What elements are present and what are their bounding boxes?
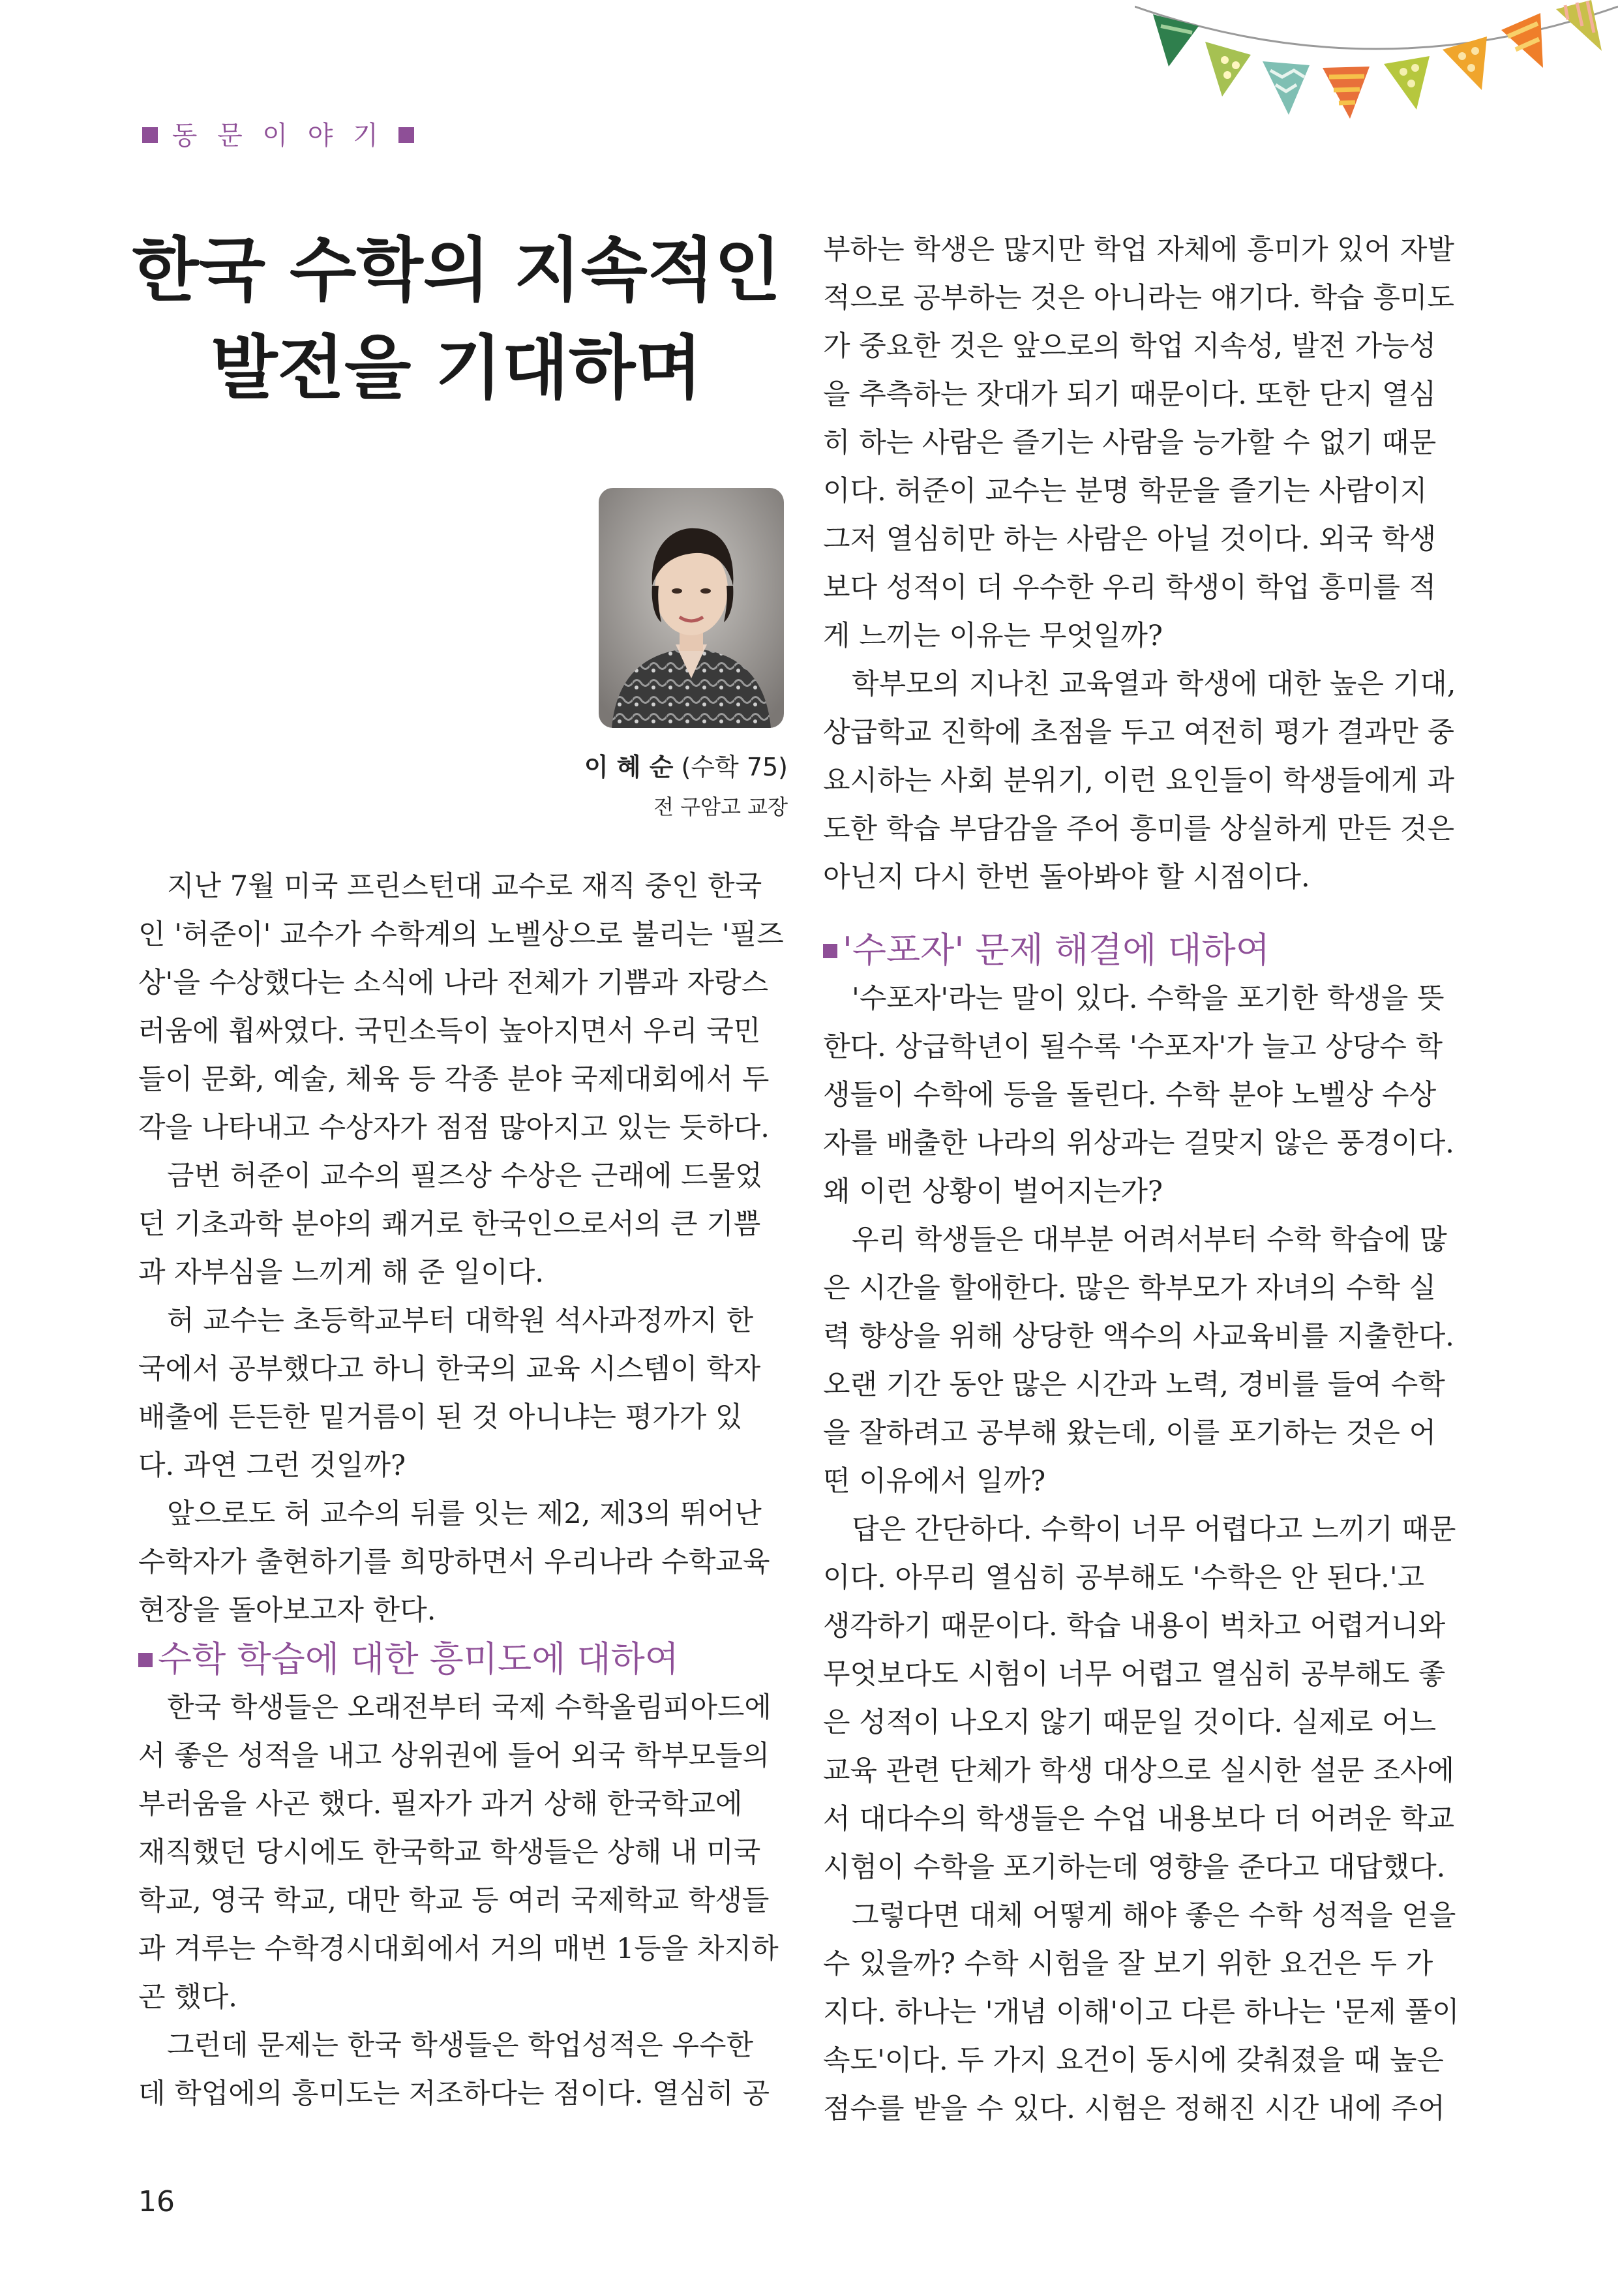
- text-line: 력 향상을 위해 상당한 액수의 사교육비를 지출한다.: [823, 1320, 1454, 1353]
- pennant-icon: [1263, 61, 1310, 115]
- author-photo: [599, 488, 784, 728]
- text-line: 러움에 휩싸였다. 국민소득이 높아지면서 우리 국민: [138, 1015, 761, 1048]
- text-line: 학교, 영국 학교, 대만 학교 등 여러 국제학교 학생들: [138, 1884, 770, 1917]
- text-line: 지다. 하나는 '개념 이해'이고 다른 하나는 '문제 풀이: [823, 1996, 1460, 2029]
- text-line: 오랜 기간 동안 많은 시간과 노력, 경비를 들여 수학: [823, 1368, 1445, 1401]
- paragraph: [823, 1892, 1471, 2133]
- text-line: 무엇보다도 시험이 너무 어렵고 열심히 공부해도 좋: [823, 1658, 1446, 1691]
- text-line: 은 성적이 나오지 않기 때문일 것이다. 실제로 어느: [823, 1706, 1437, 1739]
- portrait-image: [599, 488, 784, 728]
- text-line: 수 있을까? 수학 시험을 잘 보기 위한 요건은 두 가: [823, 1948, 1433, 1980]
- text-line: 을 잘하려고 공부해 왔는데, 이를 포기하는 것은 어: [823, 1417, 1437, 1449]
- text-line: 적으로 공부하는 것은 아니라는 얘기다. 학습 흥미도: [823, 282, 1454, 314]
- text-line: 앞으로도 허 교수의 뒤를 잇는 제2, 제3의 뛰어난: [167, 1498, 762, 1530]
- text-line: 도한 학습 부담감을 주어 흥미를 상실하게 만든 것은: [823, 813, 1454, 845]
- text-line: 우리 학생들은 대부분 어려서부터 수학 학습에 많: [852, 1224, 1447, 1256]
- pennant-icon: [1556, 0, 1602, 51]
- text-line: 곤 했다.: [138, 1981, 237, 2014]
- text-line: 금번 허준이 교수의 필즈상 수상은 근래에 드물었: [167, 1160, 762, 1192]
- text-line: 한국 학생들은 오래전부터 국제 수학올림피아드에: [167, 1691, 772, 1724]
- author-affiliation: (수학 75): [681, 753, 788, 781]
- paragraph: [138, 862, 787, 1152]
- text-line: 상급학교 진학에 초점을 두고 여전히 평가 결과만 중: [823, 716, 1454, 749]
- text-line: 던 기초과학 분야의 쾌거로 한국인으로서의 큰 기쁨: [138, 1208, 761, 1241]
- text-line: 배출에 든든한 밑거름이 된 것 아니냐는 평가가 있: [138, 1401, 743, 1434]
- text-line: 인 '허준이' 교수가 수학계의 노벨상으로 불리는 '필즈: [138, 918, 784, 951]
- page-number: 16: [138, 2185, 175, 2218]
- pennant-icon: [1153, 14, 1199, 67]
- text-line: 지난 7월 미국 프린스턴대 교수로 재직 중인 한국: [167, 870, 762, 903]
- text-line: 다. 과연 그런 것일까?: [138, 1449, 406, 1482]
- text-line: 상'을 수상했다는 소식에 나라 전체가 기쁨과 자랑스: [138, 967, 769, 999]
- text-line: 답은 간단하다. 수학이 너무 어렵다고 느끼기 때문: [852, 1513, 1456, 1546]
- text-line: 허 교수는 초등학교부터 대학원 석사과정까지 한: [167, 1305, 754, 1337]
- text-line: 들이 문화, 예술, 체육 등 각종 분야 국제대회에서 두: [138, 1063, 770, 1096]
- text-line: 히 하는 사람은 즐기는 사람을 능가할 수 없기 때문: [823, 427, 1437, 459]
- text-line: 요시하는 사회 분위기, 이런 요인들이 학생들에게 과: [823, 764, 1454, 797]
- paragraph: [138, 2021, 787, 2118]
- text-line: 학부모의 지나친 교육열과 학생에 대한 높은 기대,: [852, 668, 1456, 701]
- square-bullet-icon: [142, 127, 158, 143]
- paragraph: [823, 974, 1471, 1216]
- square-bullet-icon: [823, 944, 837, 958]
- text-line: 교육 관련 단체가 학생 대상으로 실시한 설문 조사에: [823, 1755, 1454, 1787]
- subheading: [138, 1635, 787, 1684]
- text-line: 떤 이유에서 일까?: [823, 1465, 1046, 1498]
- section-tag: [142, 115, 414, 152]
- text-line: '수포자'라는 말이 있다. 수학을 포기한 학생을 뜻: [852, 982, 1445, 1015]
- author-line: [584, 747, 788, 783]
- text-line: 아닌지 다시 한번 돌아봐야 할 시점이다.: [823, 861, 1310, 894]
- text-line: 부러움을 사곤 했다. 필자가 과거 상해 한국학교에: [138, 1788, 743, 1820]
- author-name: 이 혜 순: [584, 753, 674, 781]
- author-position: 전 구암고 교장: [653, 794, 788, 819]
- paragraph: [823, 1505, 1471, 1892]
- text-line: 가 중요한 것은 앞으로의 학업 지속성, 발전 가능성: [823, 330, 1437, 363]
- title-line-2: 발전을 기대하며: [211, 328, 702, 408]
- text-line: 각을 나타내고 수상자가 점점 많아지고 있는 듯하다.: [138, 1111, 770, 1144]
- paragraph: [138, 1152, 787, 1297]
- title-line-1: 한국 수학의 지속적인: [132, 230, 781, 310]
- text-line: 그렇다면 대체 어떻게 해야 좋은 수학 성적을 얻을: [852, 1899, 1456, 1932]
- text-line: 이다. 아무리 열심히 공부해도 '수학은 안 된다.'고: [823, 1562, 1425, 1594]
- pennant-icon: [1323, 67, 1370, 119]
- text-line: 한다. 상급학년이 될수록 '수포자'가 늘고 상당수 학: [823, 1031, 1443, 1063]
- paragraph: [138, 1684, 787, 2021]
- pennant-icon: [1384, 56, 1430, 110]
- text-line: 시험이 수학을 포기하는데 영향을 준다고 대답했다.: [823, 1851, 1446, 1884]
- paragraph: [823, 226, 1471, 660]
- text-line: 속도'이다. 두 가지 요건이 동시에 갖춰졌을 때 높은: [823, 2044, 1444, 2077]
- subheading: [823, 926, 1471, 974]
- text-line: 재직했던 당시에도 한국학교 학생들은 상해 내 미국: [138, 1836, 761, 1869]
- article-title: [111, 222, 802, 417]
- text-line: 이다. 허준이 교수는 분명 학문을 즐기는 사람이지: [823, 475, 1428, 507]
- text-line: 과 자부심을 느끼게 해 준 일이다.: [138, 1256, 545, 1289]
- text-line: 그저 열심히만 하는 사람은 아닐 것이다. 외국 학생: [823, 523, 1437, 556]
- text-line: 수학자가 출현하기를 희망하면서 우리나라 수학교육: [138, 1546, 770, 1578]
- text-line: 서 대다수의 학생들은 수업 내용보다 더 어려운 학교: [823, 1803, 1454, 1835]
- section-tag-label: 동 문 이 야 기: [172, 121, 384, 151]
- text-line: 현장을 돌아보고자 한다.: [138, 1594, 436, 1627]
- paragraph: [823, 1216, 1471, 1505]
- text-line: 을 추측하는 잣대가 되기 때문이다. 또한 단지 열심: [823, 378, 1437, 411]
- subheading-text: '수포자' 문제 해결에 대하여: [843, 929, 1270, 971]
- paragraph: [138, 1297, 787, 1490]
- author-byline: [584, 747, 788, 821]
- square-bullet-icon: [398, 127, 414, 143]
- paragraph: [823, 660, 1471, 901]
- text-line: 게 느끼는 이유는 무엇일까?: [823, 620, 1163, 652]
- text-line: 자를 배출한 나라의 위상과는 걸맞지 않은 풍경이다.: [823, 1127, 1454, 1160]
- subheading-text: 수학 학습에 대한 흥미도에 대하여: [158, 1639, 679, 1680]
- text-line: 서 좋은 성적을 내고 상위권에 들어 외국 학부모들의: [138, 1740, 770, 1772]
- text-line: 보다 성적이 더 우수한 우리 학생이 학업 흥미를 적: [823, 571, 1437, 604]
- text-line: 점수를 받을 수 있다. 시험은 정해진 시간 내에 주어: [823, 2092, 1445, 2125]
- text-line: 국에서 공부했다고 하니 한국의 교육 시스템이 학자: [138, 1353, 761, 1385]
- bunting-decoration: [1135, 0, 1618, 130]
- text-line: 왜 이런 상황이 벌어지는가?: [823, 1175, 1163, 1208]
- text-line: 부하는 학생은 많지만 학업 자체에 흥미가 있어 자발: [823, 234, 1454, 266]
- square-bullet-icon: [138, 1653, 153, 1667]
- paragraph: [138, 1490, 787, 1635]
- text-line: 과 겨루는 수학경시대회에서 거의 매번 1등을 차지하: [138, 1933, 779, 1965]
- text-line: 생들이 수학에 등을 돌린다. 수학 분야 노벨상 수상: [823, 1079, 1437, 1111]
- pennant-icon: [1205, 42, 1251, 97]
- text-line: 생각하기 때문이다. 학습 내용이 벅차고 어렵거니와: [823, 1610, 1446, 1642]
- text-line: 그런데 문제는 한국 학생들은 학업성적은 우수한: [167, 2029, 754, 2062]
- pennant-icon: [1501, 13, 1543, 68]
- text-line: 데 학업에의 흥미도는 저조하다는 점이다. 열심히 공: [138, 2077, 770, 2110]
- text-line: 은 시간을 할애한다. 많은 학부모가 자녀의 수학 실: [823, 1272, 1437, 1305]
